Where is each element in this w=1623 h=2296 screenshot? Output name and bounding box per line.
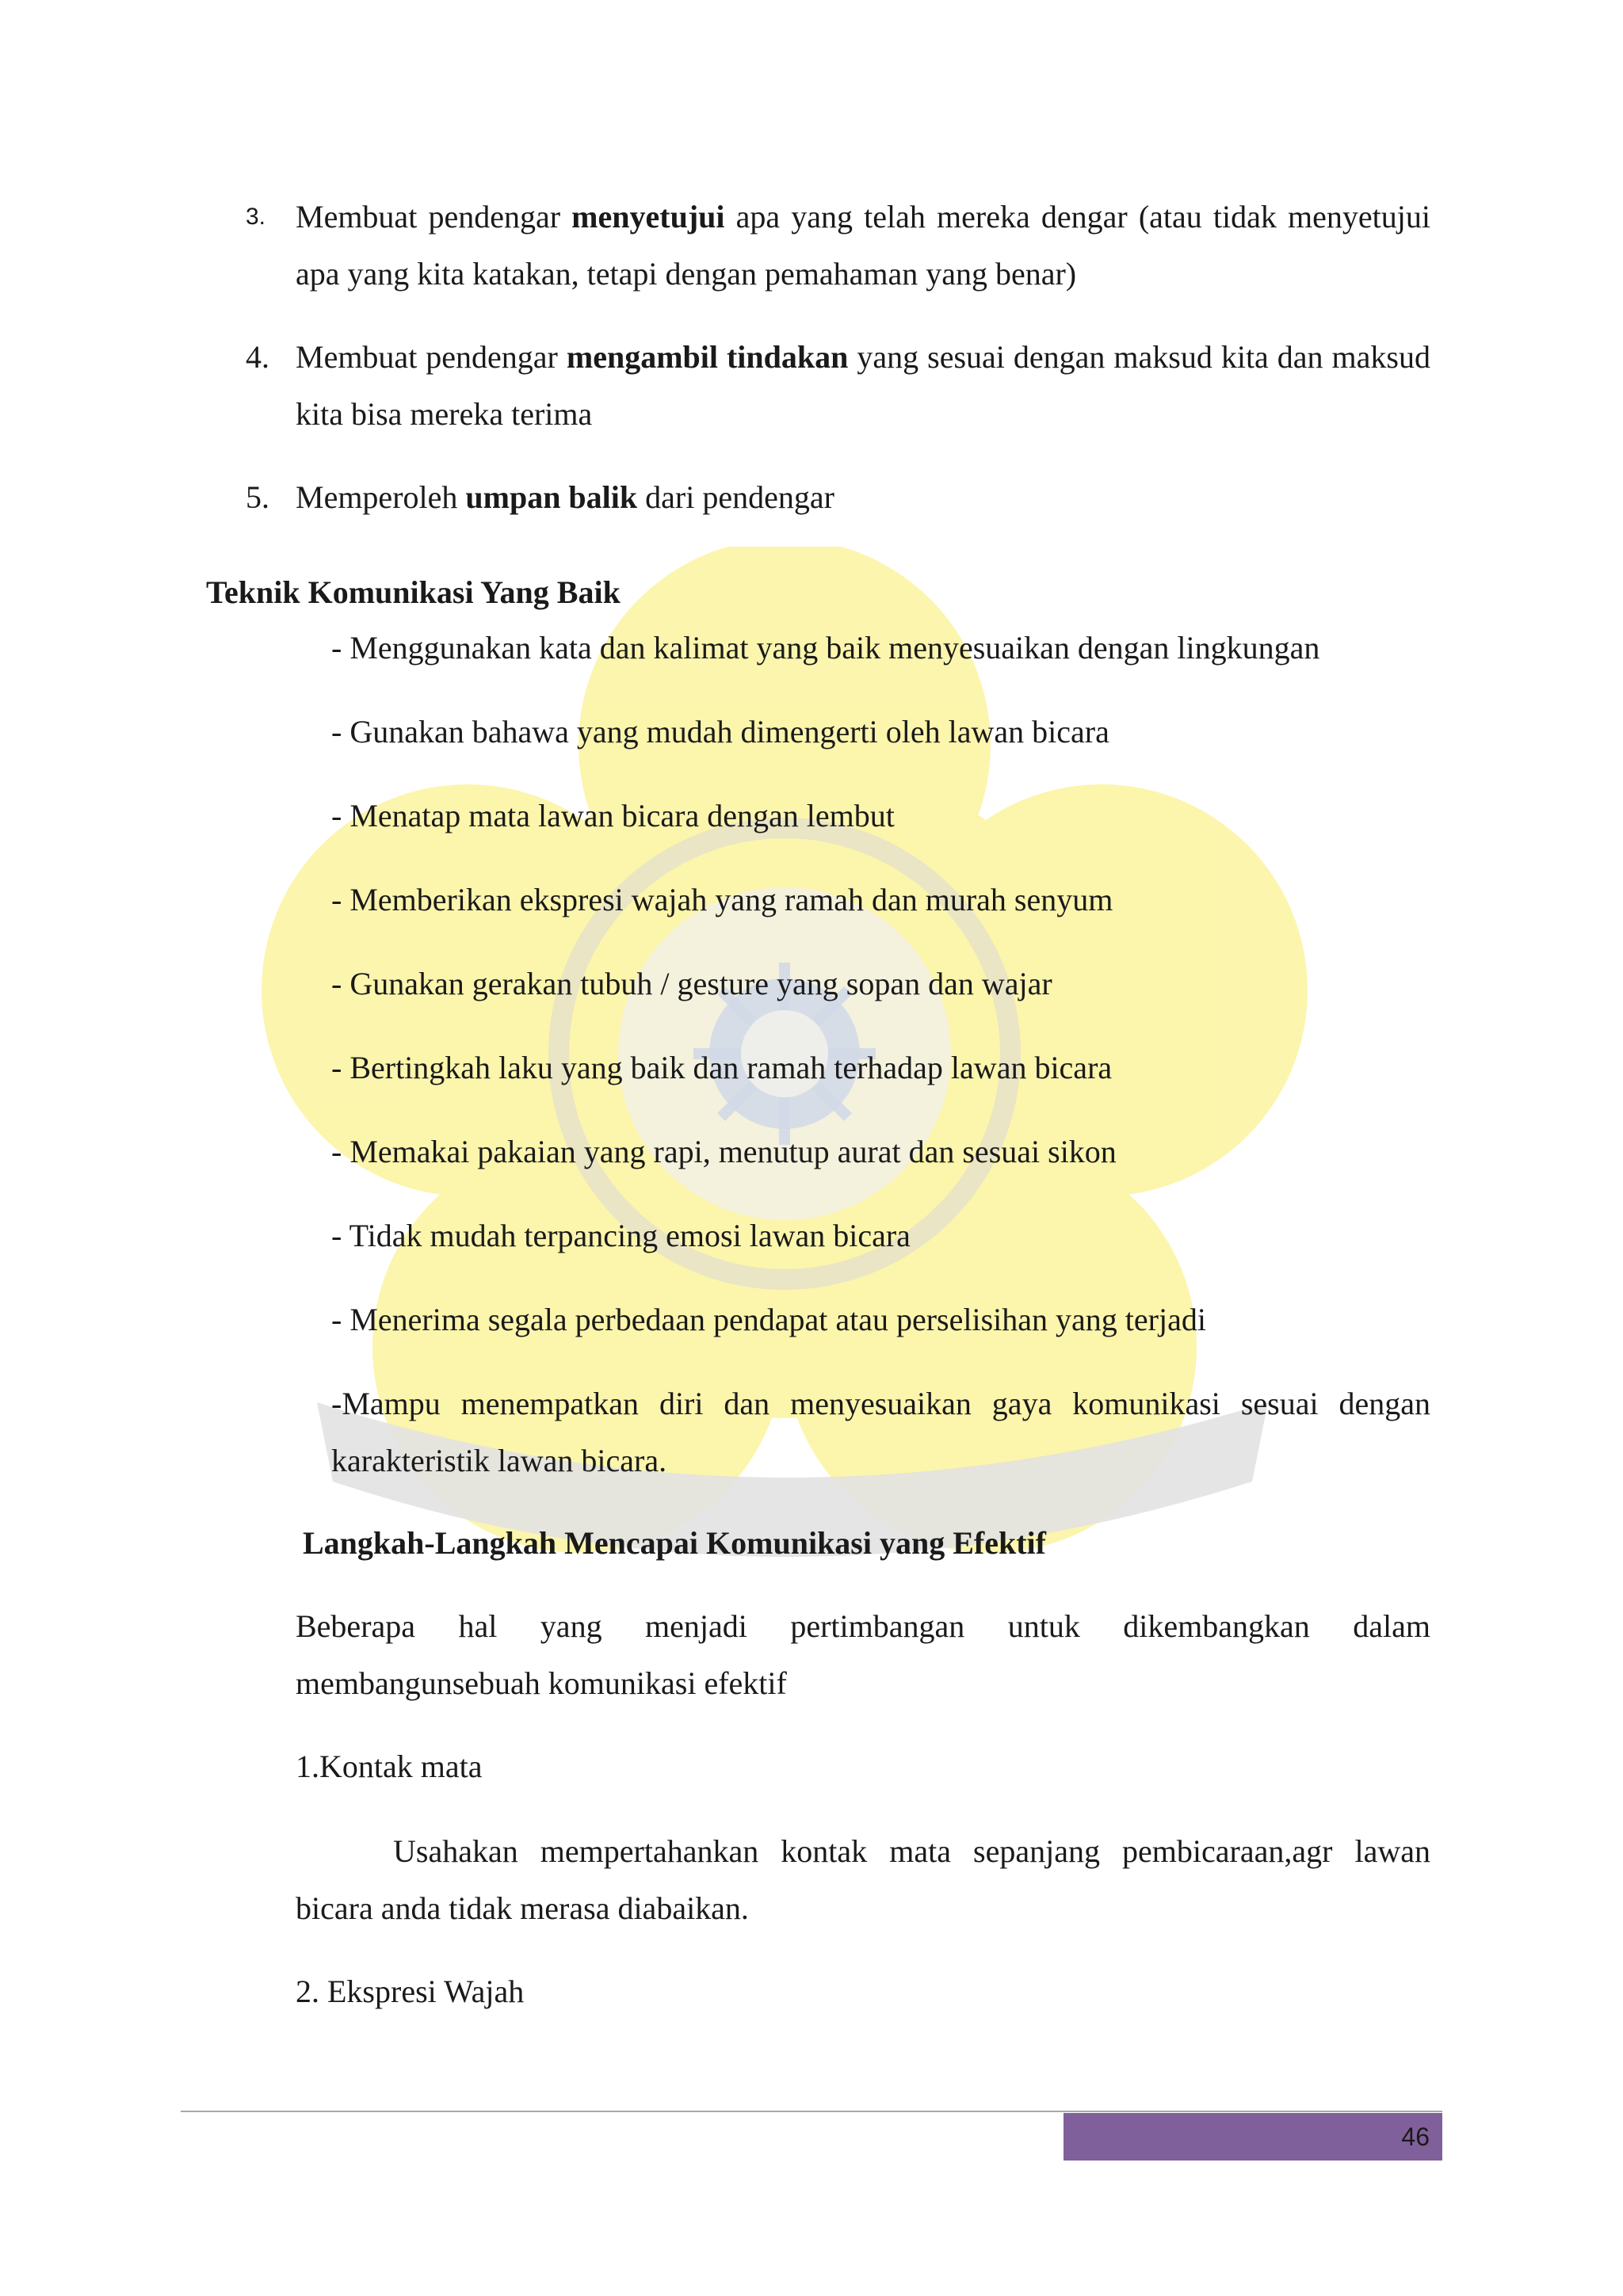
list-item-5 xyxy=(246,469,1430,526)
section-heading-langkah: Langkah-Langkah Mencapai Komunikasi yang Efektif xyxy=(303,1525,1046,1561)
bullet-item: - Menatap mata lawan bicara dengan lembut xyxy=(331,798,895,833)
list-item-text: Membuat pendengar mengambil tindakan yang sesuai dengan maksud kita dan maksud kita bisa mereka terima xyxy=(296,339,1430,432)
section-heading-teknik: Teknik Komunikasi Yang Baik xyxy=(206,574,621,610)
bullet-item: - Menggunakan kata dan kalimat yang baik menyesuaikan dengan lingkungan xyxy=(331,630,1320,666)
bold-term: mengambil tindakan xyxy=(566,339,849,375)
list-item-text: Membuat pendengar menyetujui apa yang telah mereka dengar (atau tidak menyetujui apa yang kita katakan, tetapi dengan pemahaman yang benar) xyxy=(296,199,1431,292)
kontak-mata-paragraph xyxy=(296,1823,1430,1937)
bold-term: menyetujui xyxy=(571,199,725,235)
bullet-item: - Memberikan ekspresi wajah yang ramah dan murah senyum xyxy=(331,882,1113,917)
list-number: 4. xyxy=(246,339,269,375)
bullet-item: - Bertingkah laku yang baik dan ramah terhadap lawan bicara xyxy=(331,1050,1113,1085)
list-number: 3. xyxy=(246,204,266,230)
paragraph-line: bicara anda tidak merasa diabaikan. xyxy=(296,1890,749,1926)
bullet-item: - Tidak mudah terpancing emosi lawan bicara xyxy=(331,1218,911,1253)
paragraph-line: Usahakan mempertahankan kontak mata sepanjang pembicaraan,agr lawan xyxy=(393,1833,1430,1869)
list-item-3 xyxy=(246,189,1430,303)
technique-bullet-list xyxy=(331,624,1430,1489)
list-item-text: Memperoleh umpan balik dari pendengar xyxy=(296,479,834,515)
intro-paragraph xyxy=(296,1598,1430,1712)
subheading-kontak-mata: 1.Kontak mata xyxy=(296,1749,483,1784)
intro-line: Beberapa hal yang menjadi pertimbangan untuk dikembangkan dalam xyxy=(296,1608,1430,1644)
page-number: 46 xyxy=(1401,2122,1430,2151)
list-number: 5. xyxy=(246,479,269,515)
bullet-item: - Gunakan bahawa yang mudah dimengerti oleh lawan bicara xyxy=(331,714,1109,749)
bullet-item: -Mampu menempatkan diri dan menyesuaikan gaya komunikasi sesuai dengan karakteristik lawan bicara. xyxy=(331,1386,1430,1478)
bullet-item: - Menerima segala perbedaan pendapat atau perselisihan yang terjadi xyxy=(331,1302,1206,1337)
bold-term: umpan balik xyxy=(465,479,638,515)
intro-line: membangunsebuah komunikasi efektif xyxy=(296,1665,787,1701)
subheading-ekspresi-wajah: 2. Ekspresi Wajah xyxy=(296,1974,525,2009)
bullet-item: - Gunakan gerakan tubuh / gesture yang sopan dan wajar xyxy=(331,966,1052,1001)
list-item-4 xyxy=(246,329,1430,443)
bullet-item: - Memakai pakaian yang rapi, menutup aurat dan sesuai sikon xyxy=(331,1134,1117,1169)
